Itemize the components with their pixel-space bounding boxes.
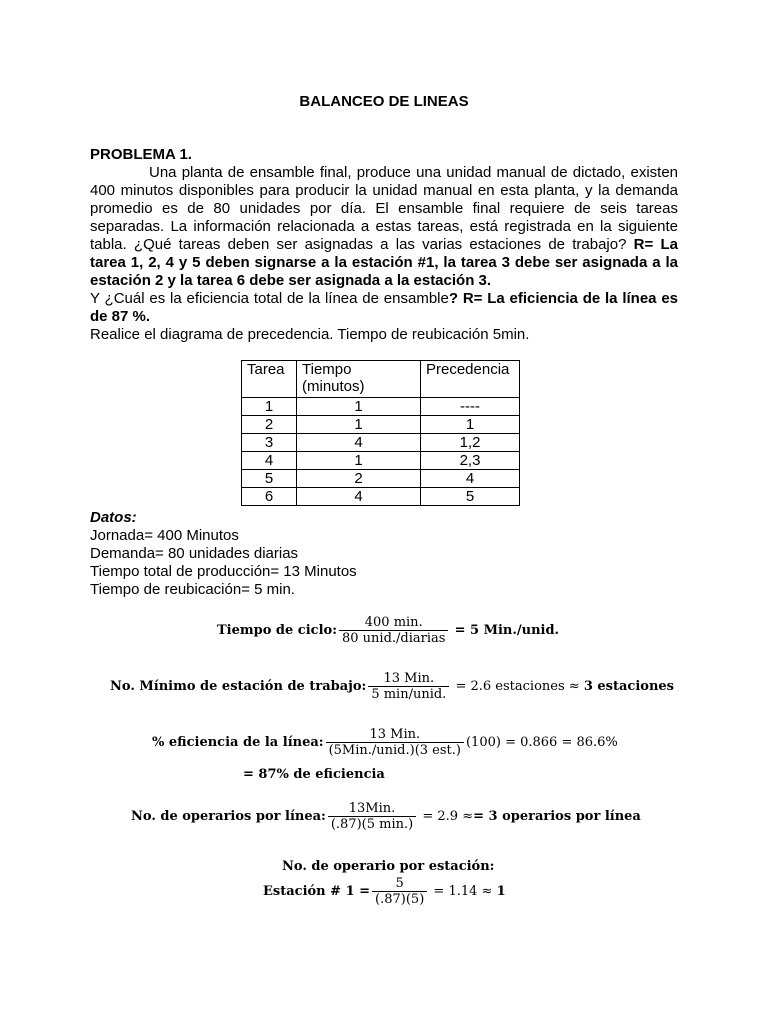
problem-heading: PROBLEMA 1.: [90, 146, 192, 163]
approx-symbol: ≈: [568, 679, 580, 694]
cell-precedencia: 1,2: [421, 434, 520, 452]
ciclo-label: Tiempo de ciclo:: [217, 623, 337, 638]
por-estacion-result: 1: [496, 884, 506, 899]
cell-tiempo: 4: [297, 434, 421, 452]
header-tarea: Tarea: [242, 361, 297, 398]
eficiencia-fraction: [326, 727, 464, 758]
por-estacion-num: 5: [395, 876, 404, 891]
formula-ciclo: [217, 615, 559, 646]
cell-precedencia: ----: [421, 398, 520, 416]
cell-tiempo: 1: [297, 398, 421, 416]
cell-tiempo: 1: [297, 416, 421, 434]
operarios-label: No. de operarios por línea:: [131, 809, 326, 824]
cell-tiempo: 1: [297, 452, 421, 470]
formula-por-estacion: [263, 876, 506, 907]
datos-line: Tiempo total de producción= 13 Minutos: [90, 563, 357, 580]
cell-precedencia: 2,3: [421, 452, 520, 470]
eficiencia-eq: (100) = 0.866 = 86.6%: [465, 735, 618, 750]
ciclo-den: 80 unid./diarias: [339, 630, 448, 646]
header-precedencia: Precedencia: [421, 361, 520, 398]
problem-statement: [90, 164, 678, 344]
estaciones-den: 5 min/unid.: [368, 686, 449, 702]
approx-symbol: ≈: [462, 809, 474, 824]
cell-tarea: 1: [242, 398, 297, 416]
operarios-den: (.87)(5 min.): [328, 816, 416, 832]
cell-tiempo: 4: [297, 488, 421, 506]
eficiencia-den: (5Min./unid.)(3 est.): [326, 742, 464, 758]
header-tiempo: Tiempo (minutos): [297, 361, 421, 398]
eficiencia-label: % eficiencia de la línea:: [152, 735, 324, 750]
cell-tarea: 4: [242, 452, 297, 470]
operarios-num: 13Min.: [348, 801, 396, 816]
datos-section: [90, 509, 357, 599]
datos-line: Tiempo de reubicación= 5 min.: [90, 581, 295, 598]
answer-1: R= La tarea 1, 2, 4 y 5 deben signarse a la estación #1, la tarea 3 debe ser asignada a la estación 2 y la tarea 6 debe ser asignada a la estación 3.: [90, 236, 678, 289]
formula-operarios: [131, 801, 641, 832]
datos-heading: Datos:: [90, 509, 137, 526]
cell-tiempo: 2: [297, 470, 421, 488]
cell-precedencia: 5: [421, 488, 520, 506]
approx-symbol: ≈: [481, 884, 493, 899]
tasks-table: [241, 360, 520, 506]
table-row: [242, 398, 520, 416]
formula-estaciones: [110, 671, 674, 702]
table-header-row: [242, 361, 520, 398]
instruction-text: Realice el diagrama de precedencia. Tiempo de reubicación 5min.: [90, 326, 530, 343]
document-title: BALANCEO DE LINEAS: [299, 93, 469, 110]
question-2: Y ¿Cuál es la eficiencia total de la línea de ensamble: [90, 290, 449, 307]
cell-tarea: 5: [242, 470, 297, 488]
ciclo-num: 400 min.: [364, 615, 423, 630]
table-row: [242, 470, 520, 488]
estaciones-fraction: [368, 671, 449, 702]
estaciones-result: 3 estaciones: [583, 679, 674, 694]
answer-2: ? R= La eficiencia de la línea es de 87 %.: [90, 290, 679, 325]
table-row: [242, 416, 520, 434]
por-estacion-fraction: [372, 876, 427, 907]
datos-line: Demanda= 80 unidades diarias: [90, 545, 299, 562]
cell-tarea: 6: [242, 488, 297, 506]
estaciones-num: 13 Min.: [383, 671, 435, 686]
datos-line: Jornada= 400 Minutos: [90, 527, 239, 544]
operarios-fraction: [328, 801, 416, 832]
cell-tarea: 3: [242, 434, 297, 452]
cell-precedencia: 1: [421, 416, 520, 434]
operarios-eq: = 2.9: [422, 809, 459, 824]
table-row: [242, 452, 520, 470]
table-row: [242, 434, 520, 452]
operarios-result: = 3 operarios por línea: [473, 809, 641, 824]
eficiencia-num: 13 Min.: [369, 727, 421, 742]
por-estacion-eq: = 1.14: [433, 884, 478, 899]
ciclo-result: = 5 Min./unid.: [454, 623, 560, 638]
estaciones-label: No. Mínimo de estación de trabajo:: [110, 679, 367, 694]
ciclo-fraction: [339, 615, 448, 646]
por-estacion-heading: No. de operario por estación:: [282, 859, 495, 874]
table-row: [242, 488, 520, 506]
cell-tarea: 2: [242, 416, 297, 434]
eficiencia-result: = 87% de eficiencia: [243, 767, 385, 782]
por-estacion-den: (.87)(5): [372, 891, 427, 907]
cell-precedencia: 4: [421, 470, 520, 488]
formula-eficiencia: [152, 727, 618, 758]
por-estacion-label: Estación # 1 =: [263, 884, 371, 899]
problem-text: Una planta de ensamble final, produce una unidad manual de dictado, existen 400 minutos disponibles para producir la unidad manual en esta planta, y la demanda promedio es de 80 unidades por día. El ensamble final requiere de seis tareas separadas. La información relacionada a estas tareas, está registrada en la siguiente tabla. ¿Qué tareas deben ser asignadas a las varias estaciones de trabajo?: [90, 164, 678, 253]
estaciones-eq: = 2.6 estaciones: [455, 679, 565, 694]
